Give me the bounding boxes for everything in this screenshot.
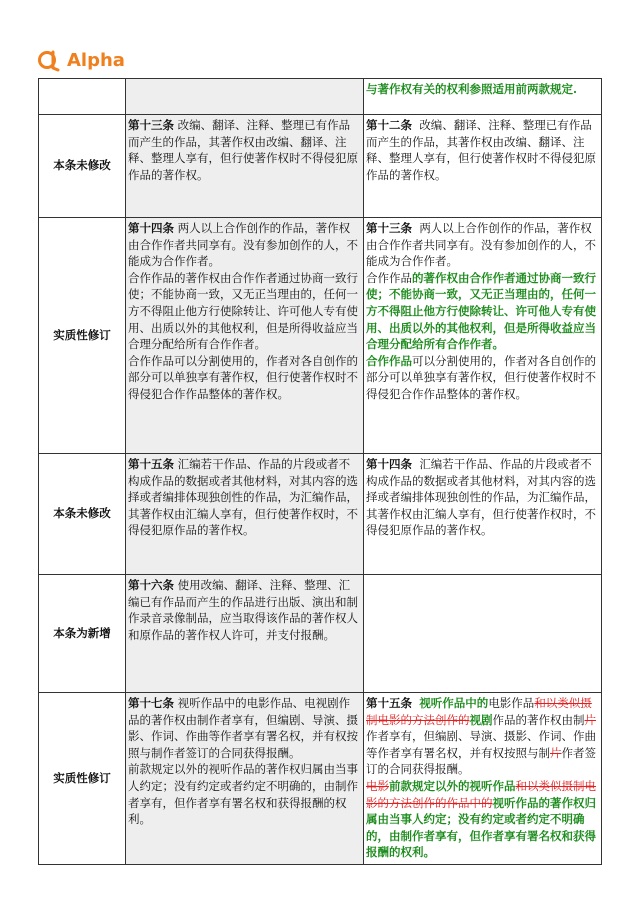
old-article-cell bbox=[126, 693, 364, 865]
row-label: 本条未修改 bbox=[39, 454, 126, 575]
table-row bbox=[39, 115, 602, 218]
article-text: 合作作品的著作权由合作作者通过协商一致行使；不能协商一致，又无正当理由的，任何一方不得阻止他方行使除转让、许可他人专有使用、出质以外的其他权利，但是所得收益应当合理分配给所有合作作者。 bbox=[128, 270, 358, 352]
table-row bbox=[39, 575, 602, 693]
old-article-cell bbox=[126, 79, 364, 115]
table-row bbox=[39, 218, 602, 454]
deleted-text: 片 bbox=[584, 712, 596, 727]
article-text: 两人以上合作创作的作品，著作权由合作作者共同享有。没有参加创作的人，不能成为合作作者。 bbox=[128, 221, 358, 269]
article-number: 第十六条 bbox=[128, 578, 174, 592]
brand-name: Alpha bbox=[67, 49, 125, 71]
old-article-cell bbox=[126, 218, 364, 454]
added-text: 的权利。 bbox=[389, 845, 435, 860]
row-label: 实质性修订 bbox=[39, 693, 126, 865]
article-number: 第十七条 bbox=[128, 696, 174, 710]
deleted-text: 片 bbox=[550, 745, 562, 760]
article-text: 视听作品中的电影作品、电视剧作品的著作权由制作者享有，但编剧、导演、摄影、作词、作曲等作者享有署名权，并有权按照与制作者签订的合同获得报酬。 bbox=[128, 696, 358, 760]
table-row bbox=[39, 79, 602, 115]
article-text: 前款规定以外的视听作品的著作权归属由当事人约定；没有约定或者约定不明确的，由制作者享有，但作者享有署名权和获得报酬的权利。 bbox=[128, 762, 358, 827]
comparison-table bbox=[38, 78, 602, 865]
brand-logo bbox=[37, 47, 125, 73]
new-article-cell bbox=[364, 115, 602, 218]
old-article-cell bbox=[126, 115, 364, 218]
old-article-cell bbox=[126, 575, 364, 693]
added-text: 视听作品中的 bbox=[419, 696, 489, 710]
article-text: 作者享有，但编剧、导演、摄影、作词、作曲等作者享有署名权，并有权按照与制 bbox=[366, 729, 596, 760]
article-text: 可以分割使用的，作者对各自创作的部分可以单独享有著作权，但行使著作权时不得侵犯合作作品整体的著作权。 bbox=[366, 353, 596, 401]
article-text: 汇编若干作品、作品的片段或者不构成作品的数据或者其他材料，对其内容的选择或者编排体现独创性的作品，为汇编作品，其著作权由汇编人享有，但行使著作权时，不得侵犯原作品的著作权。 bbox=[128, 457, 358, 538]
added-text: 的著作权由合作作者通过协商一致行使；不能协商一致，又无正当理由的，任何一方不得阻止他方行使除转让、许可他人专有使用、出质以外的其他权利，但是所得收益应当合理分配给所有合作作者。 bbox=[366, 270, 596, 352]
article-text: 作品的著作权由制 bbox=[492, 712, 585, 727]
article-text: 合作作品可以分割使用的，作者对各自创作的部分可以单独享有著作权，但行使著作权时不得侵犯合作作品整体的著作权。 bbox=[128, 353, 358, 401]
article-number: 第十五条 bbox=[366, 696, 412, 710]
table-row bbox=[39, 454, 602, 575]
article-text: 改编、翻译、注释、整理已有作品而产生的作品，其著作权由改编、翻译、注释、整理人享有，但行使著作权时不得侵犯原作品的著作权。 bbox=[366, 118, 596, 182]
added-text: 前款规定以外的视听作品 bbox=[389, 778, 516, 793]
new-article-cell bbox=[364, 79, 602, 115]
article-number: 第十三条 bbox=[366, 221, 412, 235]
new-article-cell bbox=[364, 454, 602, 575]
new-article-cell bbox=[364, 575, 602, 693]
article-number: 第十四条 bbox=[128, 221, 174, 235]
article-text: 合作作品 bbox=[366, 270, 412, 285]
article-text: 使用改编、翻译、注释、整理、汇编已有作品而产生的作品进行出版、演出和制作录音录像制品，应当取得该作品的著作权人和原作品的著作权人许可，并支付报酬。 bbox=[128, 578, 358, 642]
article-text: 作者签订的合同获得报酬。 bbox=[366, 745, 596, 777]
article-number: 第十二条 bbox=[366, 118, 412, 132]
row-label bbox=[39, 79, 126, 115]
deleted-text: 和以类似摄制电影的方法创作的 bbox=[366, 778, 596, 810]
row-label: 实质性修订 bbox=[39, 218, 126, 454]
row-label: 本条未修改 bbox=[39, 115, 126, 218]
deleted-text: 和以类似摄制电影的方法创作的 bbox=[366, 696, 592, 727]
article-number: 第十四条 bbox=[366, 457, 412, 471]
article-number: 第十三条 bbox=[128, 118, 174, 132]
article-text: 电影作品 bbox=[488, 696, 535, 710]
article-number: 第十五条 bbox=[128, 457, 174, 471]
added-text: 视剧 bbox=[469, 712, 493, 727]
article-text: 改编、翻译、注释、整理已有作品而产生的作品，其著作权由改编、翻译、注释、整理人享有，但行使著作权时不得侵犯原作品的著作权。 bbox=[128, 118, 358, 182]
deleted-text: 作品中的 bbox=[446, 795, 493, 810]
new-article-cell bbox=[364, 693, 602, 865]
old-article-cell bbox=[126, 454, 364, 575]
added-text: 视听作品的著作权归属由当事人约定；没有约定或者约定不明确的，由制作者享有，但作者享有署名权和获得报酬 bbox=[366, 795, 596, 860]
new-article-cell bbox=[364, 218, 602, 454]
added-text: 与著作权有关的权利参照适用前两款规定. bbox=[366, 82, 578, 96]
table-row bbox=[39, 693, 602, 865]
article-text: 两人以上合作创作的作品，著作权由合作作者共同享有。没有参加创作的人，不能成为合作作者。 bbox=[366, 221, 596, 269]
row-label: 本条为新增 bbox=[39, 575, 126, 693]
alpha-logo-icon bbox=[37, 48, 65, 72]
article-text: 汇编若干作品、作品的片段或者不构成作品的数据或者其他材料，对其内容的选择或者编排体现独创性的作品，为汇编作品，其著作权由汇编人享有，但行使著作权时，不得侵犯原作品的著作权。 bbox=[366, 457, 596, 538]
added-text: 合作作品 bbox=[366, 353, 412, 368]
deleted-text: 电影 bbox=[366, 778, 389, 793]
